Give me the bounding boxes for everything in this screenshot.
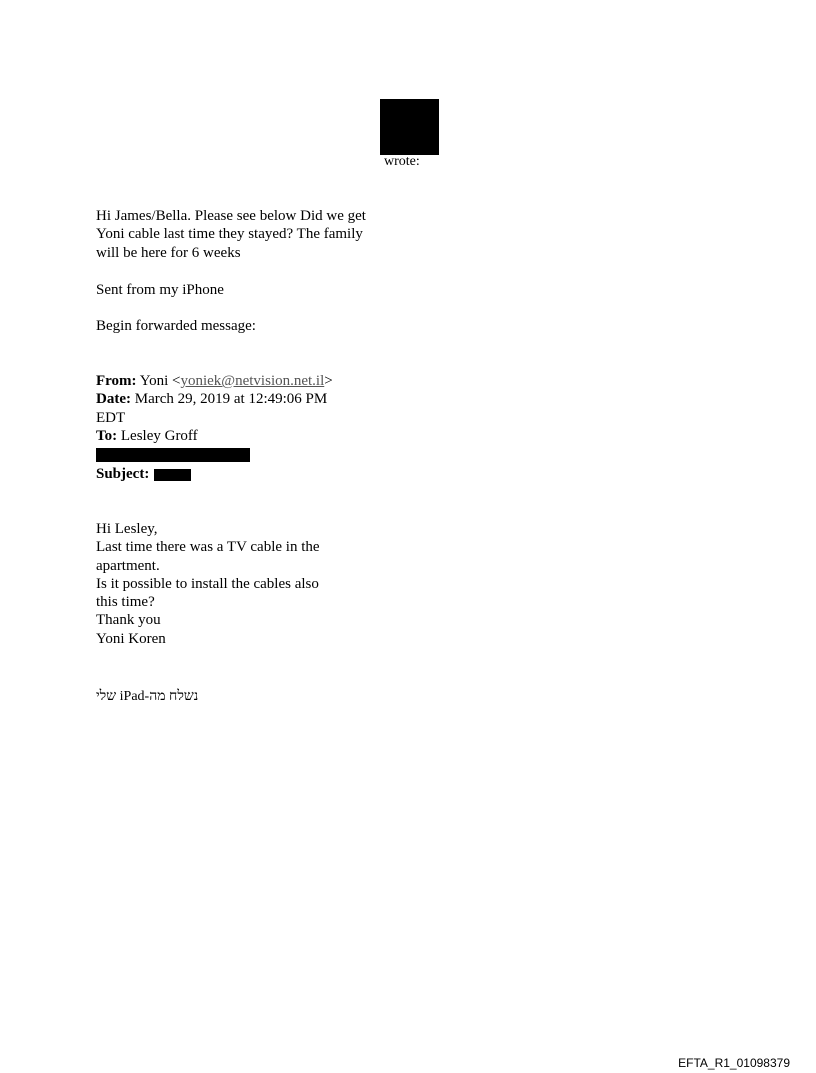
from-label: From: (96, 373, 137, 389)
body-line: apartment. (96, 557, 160, 574)
from-end: > (324, 373, 333, 389)
message-signature: Sent from my iPhone (96, 282, 224, 298)
message-line: Yoni cable last time they stayed? The family (96, 226, 363, 243)
to-value: Lesley Groff (120, 427, 198, 444)
date-value: March 29, 2019 at 12:49:06 PM (134, 391, 328, 408)
from-name: Yoni < (139, 373, 181, 389)
message-line: will be here for 6 weeks (96, 244, 241, 261)
to-line (96, 427, 333, 445)
redaction-bar-subject (154, 469, 191, 481)
subject-label: Subject: (96, 466, 150, 482)
date-line (96, 390, 333, 408)
wrote-label: wrote: (384, 154, 420, 169)
forwarded-headers (96, 372, 333, 445)
sent-from-ipad: נשלח מה-iPad שלי (96, 689, 199, 704)
forward-intro: Begin forwarded message: (96, 318, 256, 334)
body-line: Is it possible to install the cables also (96, 575, 319, 592)
to-label: To: (96, 427, 118, 444)
body-line: this time? (96, 594, 155, 611)
from-email-link[interactable]: yoniek@netvision.net.il (180, 373, 325, 389)
date-label: Date: (96, 391, 131, 408)
forwarded-body (96, 520, 320, 648)
redaction-bar-to-email (96, 448, 250, 462)
message-body (96, 207, 366, 262)
date-timezone: EDT (96, 409, 126, 426)
bates-number: EFTA_R1_01098379 (678, 1056, 790, 1070)
body-line: Thank you (96, 612, 161, 629)
body-line: Hi Lesley, (96, 521, 158, 537)
message-line: Hi James/Bella. Please see below Did we get (96, 208, 366, 224)
from-line (96, 372, 333, 390)
body-line: Yoni Koren (96, 630, 166, 647)
subject-line (96, 465, 149, 483)
body-line: Last time there was a TV cable in the (96, 539, 320, 556)
redaction-box-sender (380, 99, 439, 155)
